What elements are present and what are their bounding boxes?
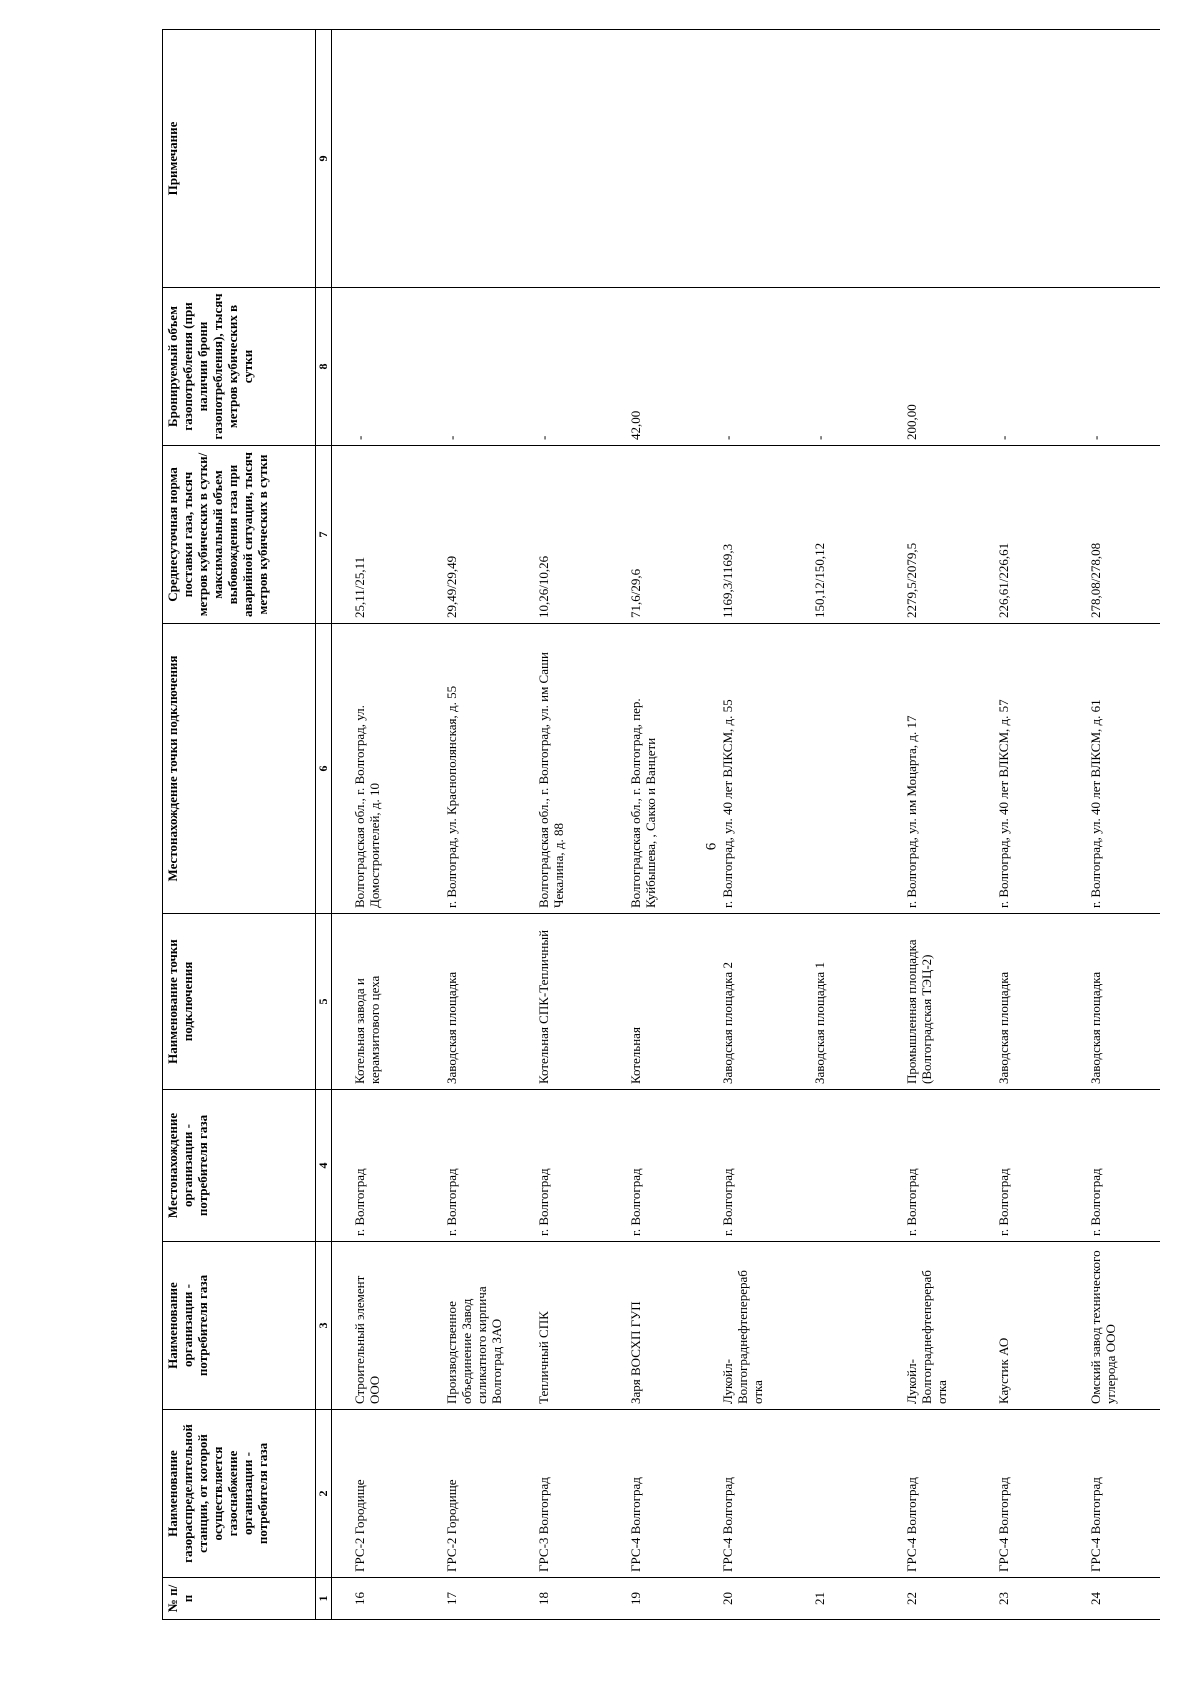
table-cell: 42,00 [608, 288, 700, 446]
table-cell [976, 30, 1068, 288]
table-cell: - [792, 288, 884, 446]
table-cell: 2279,5/2079,5 [884, 446, 976, 624]
column-number: 2 [316, 1410, 332, 1578]
table-cell: г. Волгоград [976, 1090, 1068, 1242]
table-cell [792, 30, 884, 288]
table-cell: г. Волгоград [608, 1090, 700, 1242]
table-cell: Заводская площадка [976, 914, 1068, 1090]
table-cell: - [332, 288, 425, 446]
table-cell: 19 [608, 1578, 700, 1620]
table-cell: г. Волгоград, ул. 40 лет ВЛКСМ, д. 57 [976, 624, 1068, 914]
table-cell: ГРС-2 Городище [332, 1410, 425, 1578]
table-row [516, 30, 608, 1620]
table-cell: 29,49/29,49 [424, 446, 516, 624]
table-cell: Лукойл-Волгограднефтеперераб отка [700, 1242, 792, 1410]
column-number: 9 [316, 30, 332, 288]
column-number: 7 [316, 446, 332, 624]
table-cell: Заводская площадка [1068, 914, 1160, 1090]
table-cell: 25,11/25,11 [332, 446, 425, 624]
table-cell: 17 [424, 1578, 516, 1620]
table-cell: 71,6/29,6 [608, 446, 700, 624]
column-header: Наименование организации - потребителя газа [163, 1242, 316, 1410]
table-cell: Заводская площадка [424, 914, 516, 1090]
column-number: 5 [316, 914, 332, 1090]
table-cell: 21 [792, 1578, 884, 1620]
table-cell [700, 30, 792, 288]
table-cell: ГРС-4 Волгоград [700, 1410, 792, 1578]
column-header: Местонахождение организации - потребителя газа [163, 1090, 316, 1242]
table-cell [424, 30, 516, 288]
column-header: № п/п [163, 1578, 316, 1620]
table-row [700, 30, 792, 1620]
column-number: 3 [316, 1242, 332, 1410]
table-cell: Заводская площадка 1 [792, 914, 884, 1090]
table-cell: г. Волгоград [424, 1090, 516, 1242]
table-cell: 150,12/150,12 [792, 446, 884, 624]
table-cell: г. Волгоград [884, 1090, 976, 1242]
table-cell: Лукойл-Волгограднефтеперераб отка [884, 1242, 976, 1410]
column-header: Примечание [163, 30, 316, 288]
table-cell: Строительный элемент ООО [332, 1242, 425, 1410]
gas-consumers-table-container [162, 30, 1172, 1620]
table-cell: г. Волгоград, ул. 40 лет ВЛКСМ, д. 61 [1068, 624, 1160, 914]
table-cell [792, 624, 884, 914]
table-row [332, 30, 425, 1620]
column-number: 1 [316, 1578, 332, 1620]
table-cell: ГРС-4 Волгоград [608, 1410, 700, 1578]
table-cell: г. Волгоград [516, 1090, 608, 1242]
table-cell: 20 [700, 1578, 792, 1620]
table-cell: Каустик АО [976, 1242, 1068, 1410]
table-cell: - [976, 288, 1068, 446]
table-cell: Волгоградская обл., г. Волгоград, пер. Куйбышева, , Сакко и Ванцети [608, 624, 700, 914]
table-cell: 200,00 [884, 288, 976, 446]
table-cell: 22 [884, 1578, 976, 1620]
table-cell: Котельная СПК-Тепличный [516, 914, 608, 1090]
table-cell: 278,08/278,08 [1068, 446, 1160, 624]
column-header: Наименование газораспределительной станции, от которой осуществляется газоснабжение организации - потребителя газа [163, 1410, 316, 1578]
table-cell: г. Волгоград [332, 1090, 425, 1242]
table-cell: - [700, 288, 792, 446]
table-cell: 16 [332, 1578, 425, 1620]
table-cell [608, 30, 700, 288]
table-cell: 24 [1068, 1578, 1160, 1620]
column-header: Среднесуточная норма поставки газа, тысяч метров кубических в сутки/максимальный объем выбовождения газа при аварийной ситуации, тысяч метров кубических в сутки [163, 446, 316, 624]
table-cell: - [516, 288, 608, 446]
table-cell: Промышленная площадка (Волгоградская ТЭЦ-2) [884, 914, 976, 1090]
table-cell: - [424, 288, 516, 446]
table-cell: ГРС-4 Волгоград [1068, 1410, 1160, 1578]
table-cell: г. Волгоград, ул. Краснополянская, д. 55 [424, 624, 516, 914]
table-cell [792, 1090, 884, 1242]
table-cell: 10,26/10,26 [516, 446, 608, 624]
column-number: 6 [316, 624, 332, 914]
column-header: Бронируемый объем газопотребления (при наличии брони газопотребления), тысяч метров кубических в сутки [163, 288, 316, 446]
table-cell: 23 [976, 1578, 1068, 1620]
column-header: Наименование точки подключения [163, 914, 316, 1090]
table-cell: г. Волгоград [1068, 1090, 1160, 1242]
table-cell: Заря ВОСХП ГУП [608, 1242, 700, 1410]
column-number: 4 [316, 1090, 332, 1242]
table-cell [332, 30, 425, 288]
table-cell: ГРС-4 Волгоград [884, 1410, 976, 1578]
table-row [976, 30, 1068, 1620]
table-row [1068, 30, 1160, 1620]
column-number-row [316, 30, 332, 1620]
table-cell: ГРС-3 Волгоград [516, 1410, 608, 1578]
table-cell: Волгоградская обл., г. Волгоград, ул. Домостроителей, д. 10 [332, 624, 425, 914]
table-cell: ГРС-2 Городище [424, 1410, 516, 1578]
table-cell [792, 1242, 884, 1410]
table-cell: Омский завод технического углерода ООО [1068, 1242, 1160, 1410]
column-header: Местонахождение точки подключения [163, 624, 316, 914]
table-cell: Заводская площадка 2 [700, 914, 792, 1090]
table-cell: г. Волгоград, ул. им Моцарта, д. 17 [884, 624, 976, 914]
table-row [608, 30, 700, 1620]
table-cell: Волгоградская обл., г. Волгоград, ул. им Саши Чекалина, д. 88 [516, 624, 608, 914]
table-cell [1068, 30, 1160, 288]
table-cell: г. Волгоград, ул. 40 лет ВЛКСМ, д. 55 [700, 624, 792, 914]
table-cell: 1169,3/1169,3 [700, 446, 792, 624]
table-cell [792, 1410, 884, 1578]
table-cell: - [1068, 288, 1160, 446]
table-cell: Котельная [608, 914, 700, 1090]
page-number: 6 [703, 842, 720, 851]
table-cell [516, 30, 608, 288]
table-cell: Производственное объединение Завод силикатного кирпича Волгоград ЗАО [424, 1242, 516, 1410]
table-header-row [163, 30, 316, 1620]
table-row [424, 30, 516, 1620]
table-cell [884, 30, 976, 288]
table-cell: Тепличный СПК [516, 1242, 608, 1410]
table-row [884, 30, 976, 1620]
table-cell: 226,61/226,61 [976, 446, 1068, 624]
gas-consumers-table [162, 29, 1160, 1620]
table-cell: 18 [516, 1578, 608, 1620]
table-cell: ГРС-4 Волгоград [976, 1410, 1068, 1578]
table-cell: Котельная завода и керамзитового цеха [332, 914, 425, 1090]
column-number: 8 [316, 288, 332, 446]
table-row [792, 30, 884, 1620]
table-cell: г. Волгоград [700, 1090, 792, 1242]
